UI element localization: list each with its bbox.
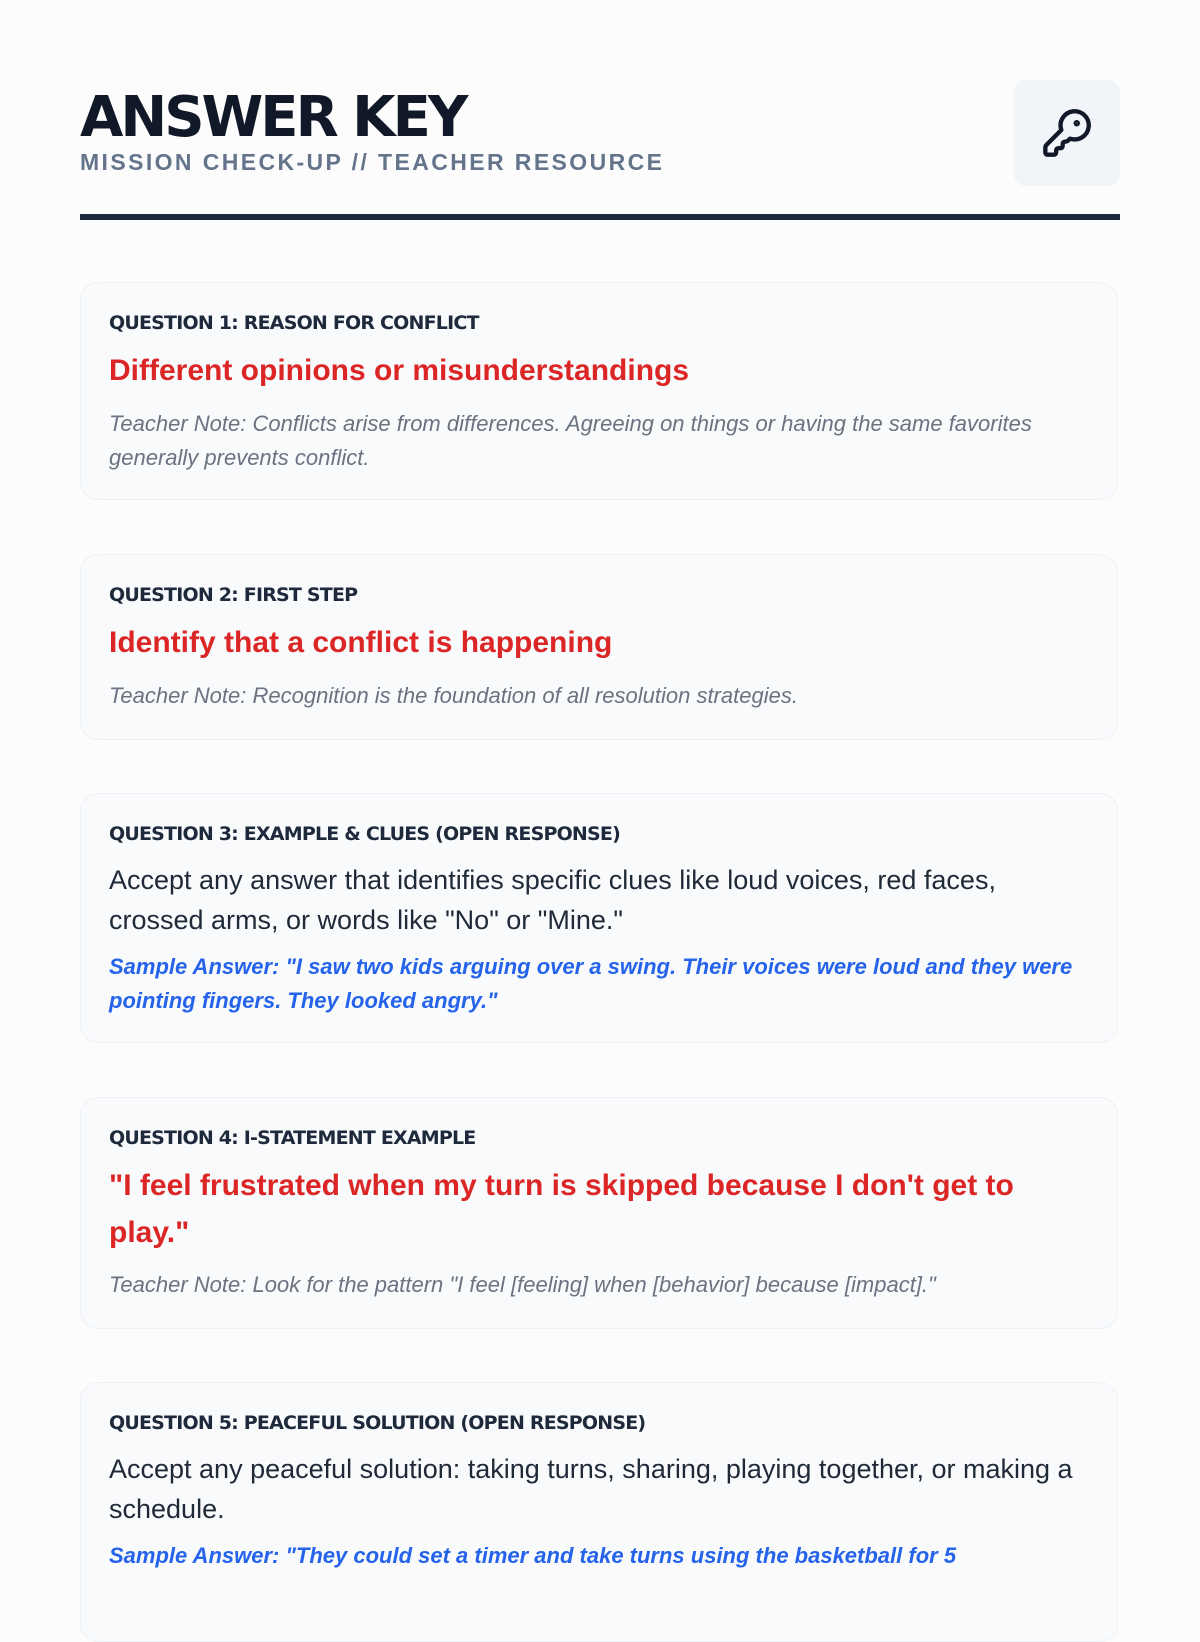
page-subtitle: MISSION CHECK-UP // TEACHER RESOURCE [80, 149, 665, 175]
correct-answer: "I feel frustrated when my turn is skipped because I don't get to play." [109, 1169, 1014, 1249]
accepted-answer: Accept any peaceful solution: taking turns, sharing, playing together, or making a schedule. [109, 1454, 1073, 1524]
key-icon [1041, 107, 1093, 159]
accepted-answer: Accept any answer that identifies specific clues like loud voices, red faces, crossed arms, or words like "No" or "Mine." [109, 865, 996, 935]
question-label: QUESTION 5: PEACEFUL SOLUTION (OPEN RESPONSE) [109, 1412, 646, 1434]
question-card-3 [80, 793, 1118, 1043]
question-label: QUESTION 3: EXAMPLE & CLUES (OPEN RESPONSE) [109, 823, 620, 845]
correct-answer: Different opinions or misunderstandings [109, 354, 690, 387]
key-icon-box [1014, 80, 1120, 186]
page-title: ANSWER KEY [80, 85, 466, 150]
sample-answer: Sample Answer: "They could set a timer and take turns using the basketball for 5 [109, 1543, 957, 1568]
question-card-2 [80, 554, 1118, 740]
teacher-note: Teacher Note: Conflicts arise from differences. Agreeing on things or having the same favorites generally prevents conflict. [109, 411, 1032, 470]
question-card-4 [80, 1097, 1118, 1329]
teacher-note: Teacher Note: Look for the pattern "I feel [feeling] when [behavior] because [impact]." [109, 1272, 936, 1297]
header-divider [80, 214, 1120, 220]
sample-answer: Sample Answer: "I saw two kids arguing over a swing. Their voices were loud and they were pointing fingers. They looked angry." [109, 954, 1073, 1013]
answer-key-page [80, 80, 1120, 1568]
question-card-5 [80, 1382, 1118, 1642]
teacher-note: Teacher Note: Recognition is the foundation of all resolution strategies. [109, 683, 798, 708]
page-header [80, 80, 1120, 220]
question-card-1 [80, 282, 1118, 500]
question-label: QUESTION 1: REASON FOR CONFLICT [109, 312, 479, 334]
question-label: QUESTION 2: FIRST STEP [109, 584, 358, 606]
correct-answer: Identify that a conflict is happening [109, 626, 613, 659]
question-label: QUESTION 4: I-STATEMENT EXAMPLE [109, 1127, 476, 1149]
